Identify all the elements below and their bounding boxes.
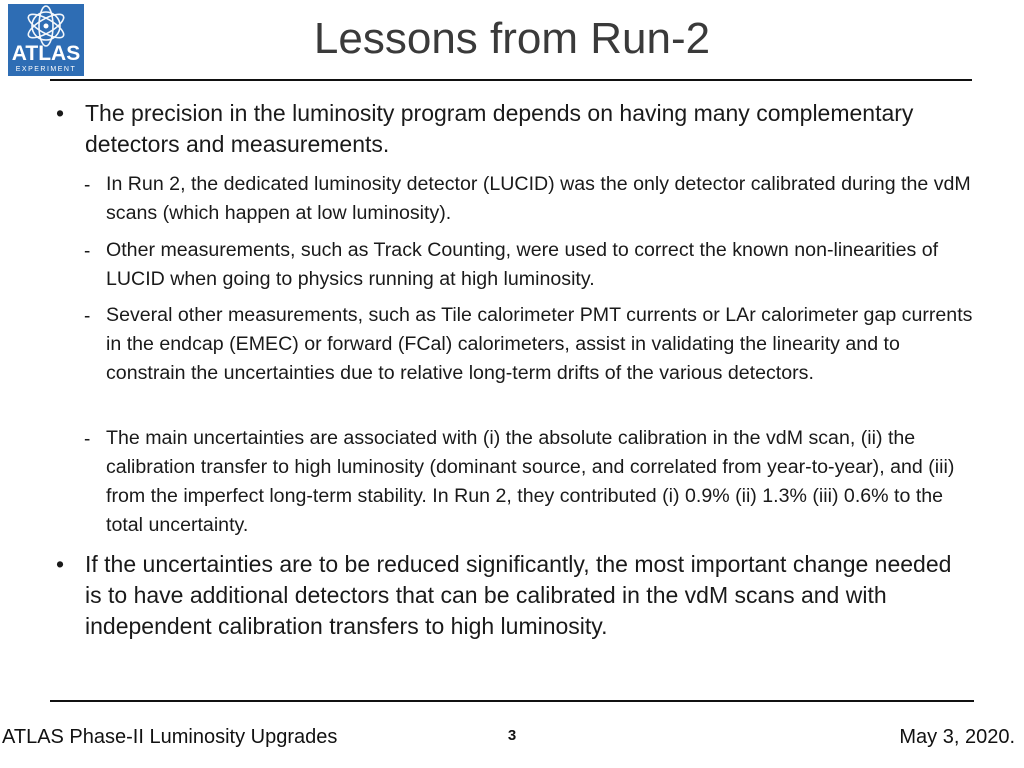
- subitem-1-text: In Run 2, the dedicated luminosity detector (LUCID) was the only detector calibrated during the vdM scans (which happen at low luminosity).: [106, 173, 971, 224]
- footer-divider: [50, 700, 974, 702]
- slide-title: Lessons from Run-2: [313, 14, 711, 63]
- bullet-marker: •: [56, 551, 65, 577]
- dash-marker: -: [84, 429, 91, 450]
- atlas-logo-subtitle: EXPERIMENT: [15, 66, 77, 73]
- footer-title: ATLAS Phase-II Luminosity Upgrades: [2, 726, 338, 748]
- footer-date: May 3, 2020.: [899, 726, 1015, 748]
- bullet-marker: •: [56, 100, 65, 126]
- atlas-logo-text: ATLAS: [11, 42, 81, 65]
- dash-marker: -: [84, 306, 91, 327]
- dash-marker: -: [84, 175, 91, 196]
- bullet-2-text: If the uncertainties are to be reduced significantly, the most important change needed is to have additional detectors that can be calibrated in the vdM scans and with independent calibration transfers to high luminosity.: [85, 551, 952, 639]
- subitem-4-text: The main uncertainties are associated with (i) the absolute calibration in the vdM scan, (ii) the calibration transfer to high luminosity (dominant source, and correlated from year-to-year), and (iii) from the imperfect long-term stability. In Run 2, they contributed (i) 0.9% (ii) 1.3% (iii) 0.6% to the total uncertainty.: [106, 427, 955, 536]
- page-number: 3: [507, 727, 517, 744]
- subitem-3-text: Several other measurements, such as Tile calorimeter PMT currents or LAr calorimeter gap currents in the endcap (EMEC) or forward (FCal) calorimeters, assist in validating the linearity and to constrain the uncertainties due to relative long-term drifts of the various detectors.: [106, 304, 973, 384]
- title-divider: [50, 79, 972, 81]
- bullet-1-text: The precision in the luminosity program depends on having many complementary detectors and measurements.: [85, 100, 914, 157]
- subitem-2-text: Other measurements, such as Track Counting, were used to correct the known non-linearities of LUCID when going to physics running at high luminosity.: [106, 239, 939, 290]
- dash-marker: -: [84, 241, 91, 262]
